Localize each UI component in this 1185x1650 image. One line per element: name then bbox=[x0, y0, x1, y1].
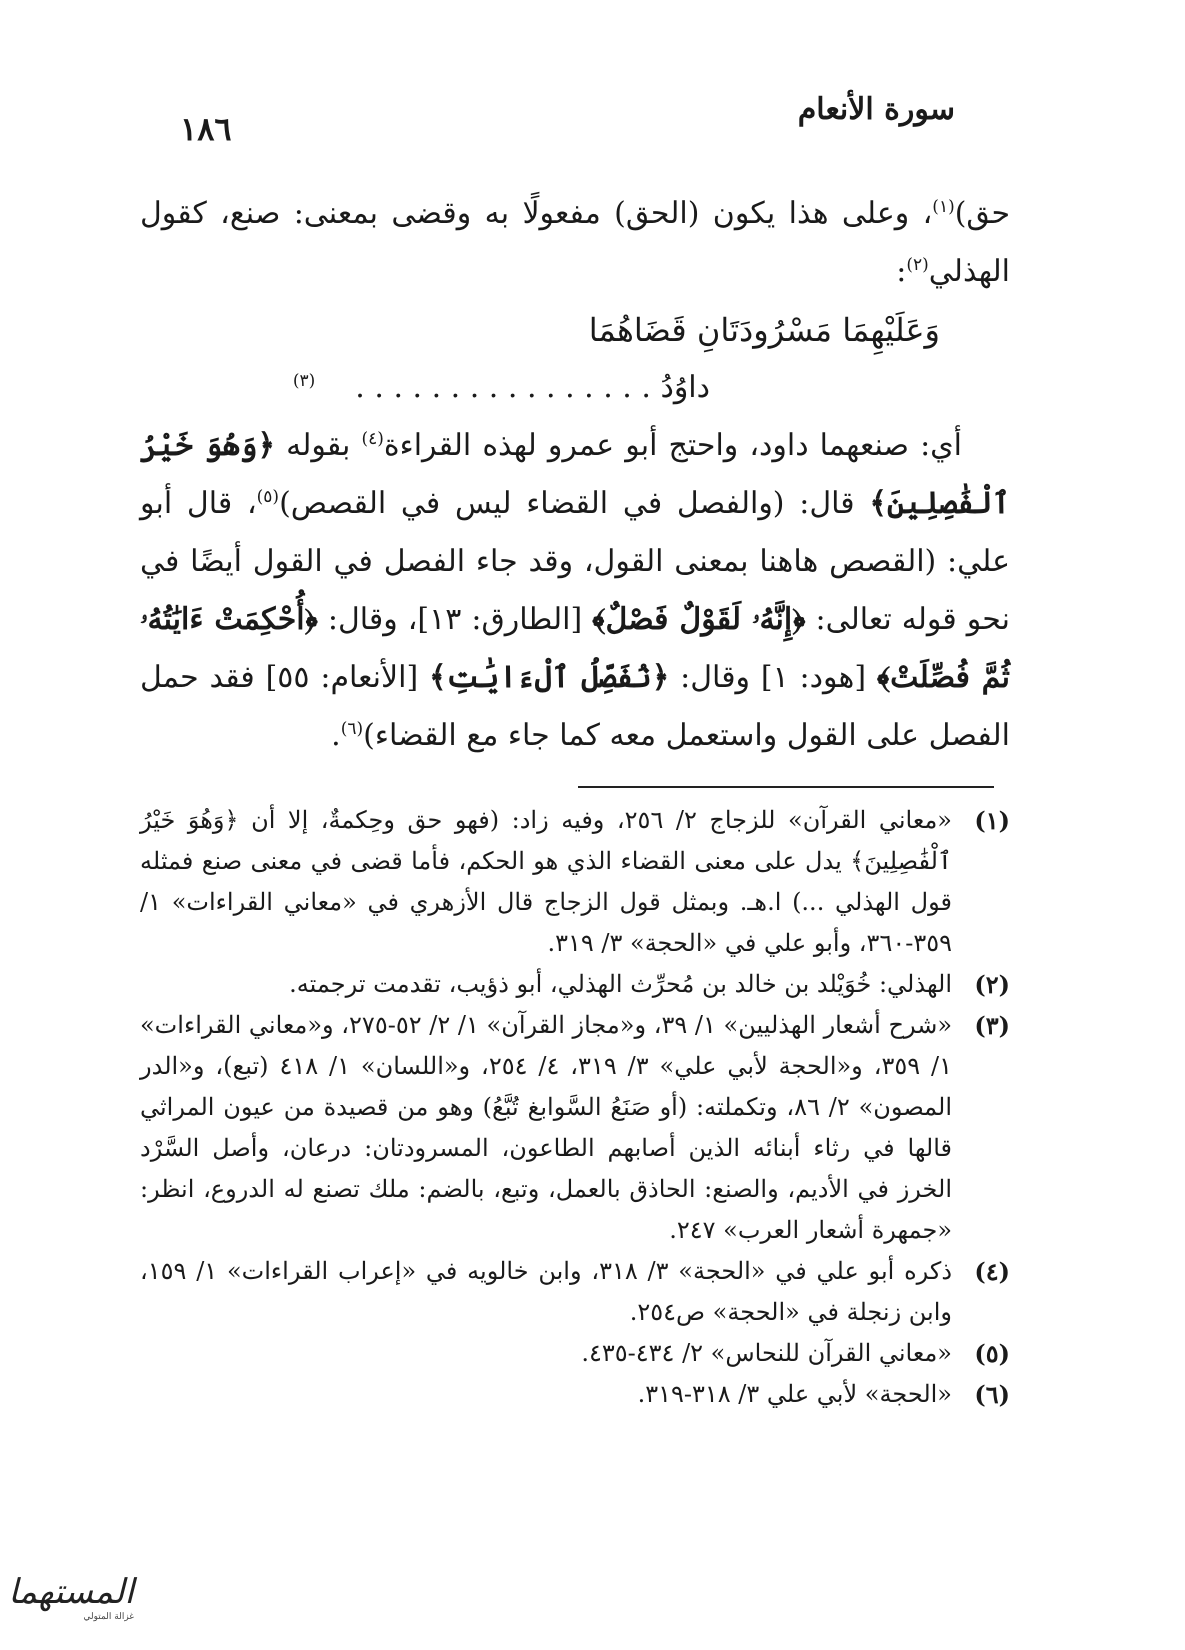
footnote-text: «معاني القرآن» للزجاج ٢/ ٢٥٦، وفيه زاد: (فهو حق وحِكمةٌ، إلا أن ﴿وَهُوَ خَيْرُ ٱلْفَٰصِلِينَ﴾ يدل على معنى القضاء الذي هو الحكم، فأما قضى في معنى صنع فمثله قول الهذلي ...) ا.هـ. وبمثل قول الزجاج قال الأزهري في «معاني القراءات» ١/ ٣٥٩-٣٦٠، وأبو علي في «الحجة» ٣/ ٣١٩. bbox=[140, 806, 952, 957]
surah-title: سورة الأنعام bbox=[797, 92, 955, 127]
footnote-ref-5: (٥) bbox=[256, 487, 280, 507]
text-run: [الطارق: ١٣]، وقال: bbox=[317, 602, 593, 637]
text-run: : bbox=[896, 254, 907, 289]
footnote-number: (٣) bbox=[974, 1011, 1010, 1040]
verse-line-1: وَعَلَيْهِمَا مَسْرُودَتَانِ قَضَاهُمَا bbox=[588, 311, 940, 349]
text-run: أي: صنعهما داود، واحتج أبو عمرو لهذه القراءة bbox=[383, 428, 962, 463]
footnote-number: (٤) bbox=[974, 1257, 1010, 1286]
footnote-number: (٦) bbox=[974, 1380, 1010, 1409]
verse-text: داوُدُ . . . . . . . . . . . . . . . . bbox=[355, 370, 710, 405]
quran-quote: ﴿إِنَّهُۥ لَقَوْلٌ فَصْلٌ﴾ bbox=[592, 602, 806, 637]
footnote-ref-6: (٦) bbox=[340, 719, 364, 739]
footnote-number: (٢) bbox=[974, 970, 1010, 999]
text-run: [هود: ١] وقال: bbox=[669, 660, 877, 695]
quran-quote: ﴿نُفَصِّلُ ٱلْءَايَٰتِ﴾ bbox=[429, 660, 670, 695]
text-run: قال: (والفصل في القضاء ليس في القصص) bbox=[279, 486, 870, 521]
text-run: بقوله bbox=[275, 428, 362, 463]
text-run: ، وعلى هذا يكون (الحق) مفعولًا به وقضى بمعنى: صنع، كقول الهذلي bbox=[140, 196, 1010, 289]
footnote-3 bbox=[140, 1005, 1010, 1251]
footnote-ref-1: (١) bbox=[932, 197, 955, 217]
footnote-ref-3: (٣) bbox=[292, 371, 316, 391]
text-run: ، قال أبو علي: (القصص هاهنا بمعنى القول، وقد جاء الفصل في القول أيضًا في نحو قوله تعالى: bbox=[140, 486, 1010, 637]
footnote-6 bbox=[140, 1374, 1010, 1415]
publisher-logo bbox=[8, 1572, 134, 1634]
footnotes bbox=[140, 800, 1010, 1415]
logo-caption: غزالة المتولي bbox=[83, 1612, 134, 1622]
footnote-ref-2: (٢) bbox=[906, 255, 929, 275]
footnote-number: (١) bbox=[974, 806, 1010, 835]
quran-quote: ﴿وَهُوَ خَيْرُ ٱلْفَٰصِلِينَ﴾ bbox=[140, 428, 1011, 521]
quran-quote: ﴿أُحْكِمَتْ ءَايَٰتُهُۥ ثُمَّ فُصِّلَتْ﴾ bbox=[140, 602, 1010, 695]
footnote-separator bbox=[578, 786, 994, 788]
footnote-ref-4: (٤) bbox=[361, 429, 384, 449]
text-run: . bbox=[331, 718, 341, 753]
footnote-number: (٥) bbox=[974, 1339, 1010, 1368]
paragraph-1 bbox=[140, 185, 1010, 301]
footnote-text: «الحجة» لأبي علي ٣/ ٣١٨-٣١٩. bbox=[637, 1380, 952, 1408]
footnote-text: «شرح أشعار الهذليين» ١/ ٣٩، و«مجاز القرآن» ١/ ٢/ ٥٢-٢٧٥، و«معاني القراءات» ١/ ٣٥٩، و«الحجة لأبي علي» ٣/ ٣١٩، ٤/ ٢٥٤، و«اللسان» ١/ ٤١٨ (تبع)، و«الدر المصون» ٢/ ٨٦، وتكملته: (أو صَنَعُ السَّوابغ تُبَّعُ) وهو من قصيدة من عيون المراثي قالها في رثاء أبنائه الذين أصابهم الطاعون، المسرودتان: درعان، وأصل السَّرْد الخرز في الأديم، والصنع: الحاذق بالعمل، وتبع، بالضم: ملك تصنع له الدروع، انظر: «جمهرة أشعار العرب» ٢٤٧. bbox=[140, 1011, 953, 1244]
text-run: [الأنعام: ٥٥] فقد حمل الفصل على القول واستعمل معه كما جاء مع القضاء) bbox=[140, 660, 1010, 753]
footnote-5 bbox=[140, 1333, 1010, 1374]
footnote-4 bbox=[140, 1251, 1010, 1333]
verse-line-2 bbox=[140, 359, 1010, 417]
logo-mark: المستهما bbox=[8, 1572, 134, 1612]
main-text bbox=[140, 185, 1010, 765]
footnote-2 bbox=[140, 964, 1010, 1005]
text-run: حق) bbox=[954, 196, 1010, 231]
footnote-text: «معاني القرآن للنحاس» ٢/ ٤٣٤-٤٣٥. bbox=[581, 1339, 952, 1367]
page-header bbox=[180, 92, 955, 152]
footnote-text: ذكره أبو علي في «الحجة» ٣/ ٣١٨، وابن خالويه في «إعراب القراءات» ١/ ١٥٩، وابن زنجلة في «الحجة» ص٢٥٤. bbox=[140, 1257, 953, 1326]
page-number: ١٨٦ bbox=[180, 110, 232, 148]
footnote-1 bbox=[140, 800, 1010, 964]
paragraph-2 bbox=[140, 417, 1010, 765]
footnote-text: الهذلي: خُوَيْلد بن خالد بن مُحرِّث الهذلي، أبو ذؤيب، تقدمت ترجمته. bbox=[289, 970, 952, 998]
